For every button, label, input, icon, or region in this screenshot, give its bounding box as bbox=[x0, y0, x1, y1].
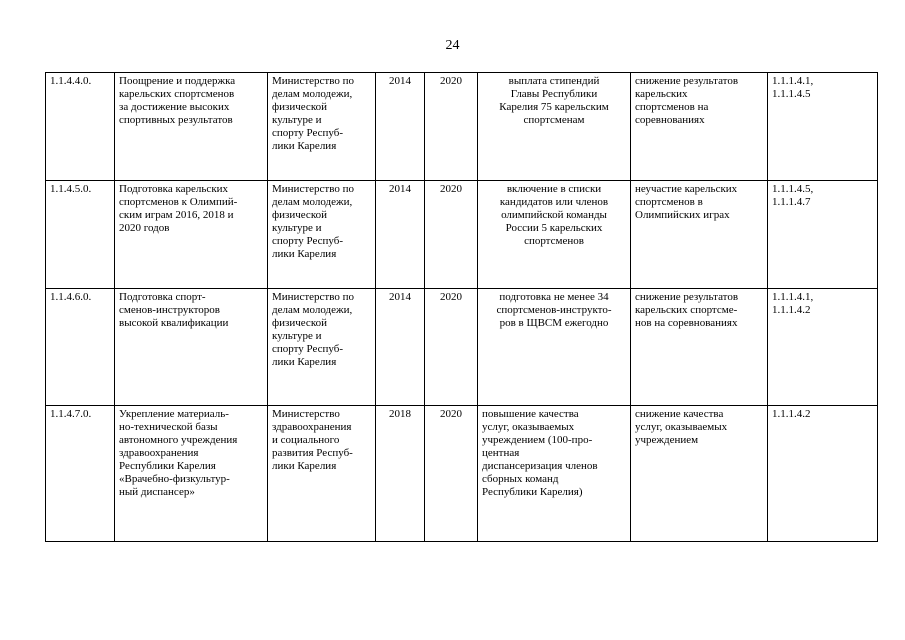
start-year: 2014 bbox=[376, 73, 425, 181]
page-number: 24 bbox=[445, 38, 460, 53]
measure-title: Укрепление материаль- но-технической базы автономного учреждения здравоохранения Республики Карелия «Врачебно-физкультур- ный диспансер» bbox=[115, 406, 268, 542]
non-implementation-consequence: снижение качества услуг, оказываемых учреждением bbox=[631, 406, 768, 542]
expected-result: подготовка не менее 34 спортсменов-инструкто- ров в ЩВСМ ежегодно bbox=[478, 289, 631, 406]
start-year: 2014 bbox=[376, 181, 425, 289]
measure-code: 1.1.4.4.0. bbox=[46, 73, 115, 181]
table-row bbox=[46, 289, 878, 406]
measure-title: Подготовка карельских спортсменов к Олимпий- ским играм 2016, 2018 и 2020 годов bbox=[115, 181, 268, 289]
measure-executor: Министерство по делам молодежи, физической культуре и спорту Респуб- лики Карелия bbox=[268, 181, 376, 289]
measure-executor: Министерство здравоохранения и социального развития Респуб- лики Карелия bbox=[268, 406, 376, 542]
non-implementation-consequence: снижение результатов карельских спортсме- нов на соревнованиях bbox=[631, 289, 768, 406]
expected-result: повышение качества услуг, оказываемых учреждением (100-про- центная диспансеризация членов сборных команд Республики Карелия) bbox=[478, 406, 631, 542]
measures-table bbox=[45, 72, 878, 542]
measure-title: Поощрение и поддержка карельских спортсменов за достижение высоких спортивных результатов bbox=[115, 73, 268, 181]
indicator-links: 1.1.1.4.1, 1.1.1.4.5 bbox=[768, 73, 878, 181]
measure-title: Подготовка спорт- сменов-инструкторов высокой квалификации bbox=[115, 289, 268, 406]
measure-code: 1.1.4.7.0. bbox=[46, 406, 115, 542]
table-row bbox=[46, 73, 878, 181]
end-year: 2020 bbox=[425, 73, 478, 181]
start-year: 2018 bbox=[376, 406, 425, 542]
indicator-links: 1.1.1.4.1, 1.1.1.4.2 bbox=[768, 289, 878, 406]
measure-executor: Министерство по делам молодежи, физической культуре и спорту Респуб- лики Карелия bbox=[268, 289, 376, 406]
end-year: 2020 bbox=[425, 181, 478, 289]
measure-executor: Министерство по делам молодежи, физической культуре и спорту Респуб- лики Карелия bbox=[268, 73, 376, 181]
measure-code: 1.1.4.5.0. bbox=[46, 181, 115, 289]
indicator-links: 1.1.1.4.5, 1.1.1.4.7 bbox=[768, 181, 878, 289]
non-implementation-consequence: неучастие карельских спортсменов в Олимпийских играх bbox=[631, 181, 768, 289]
measure-code: 1.1.4.6.0. bbox=[46, 289, 115, 406]
start-year: 2014 bbox=[376, 289, 425, 406]
expected-result: включение в списки кандидатов или членов олимпийской команды России 5 карельских спортсменов bbox=[478, 181, 631, 289]
indicator-links: 1.1.1.4.2 bbox=[768, 406, 878, 542]
expected-result: выплата стипендий Главы Республики Карелия 75 карельским спортсменам bbox=[478, 73, 631, 181]
table-row bbox=[46, 406, 878, 542]
table-row bbox=[46, 181, 878, 289]
non-implementation-consequence: снижение результатов карельских спортсменов на соревнованиях bbox=[631, 73, 768, 181]
end-year: 2020 bbox=[425, 289, 478, 406]
end-year: 2020 bbox=[425, 406, 478, 542]
